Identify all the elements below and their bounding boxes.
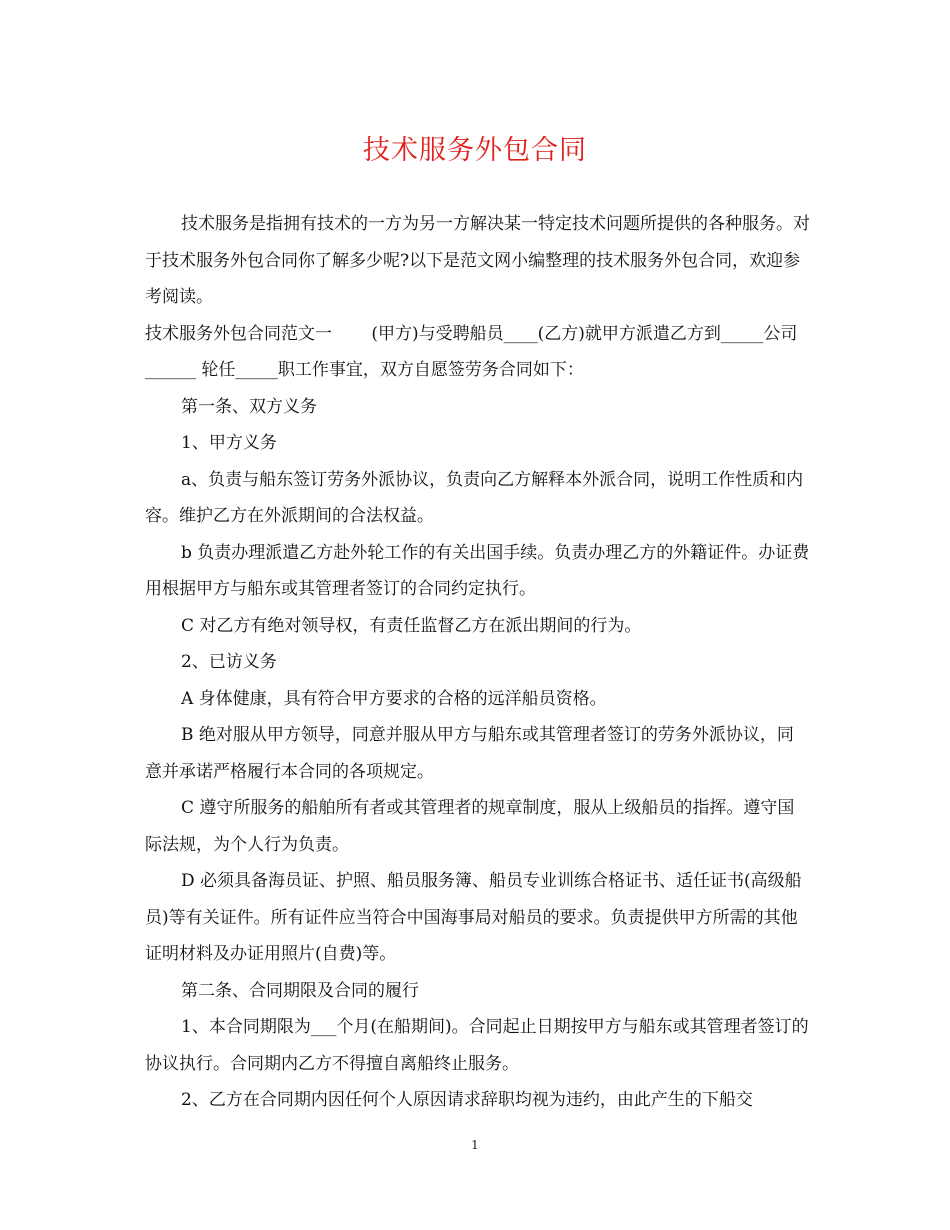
- article-heading: 第二条、合同期限及合同的履行: [181, 980, 419, 1001]
- section-heading: 1、甲方义务: [181, 433, 277, 453]
- intro-paragraph: 技术服务是指拥有技术的一方为另一方解决某一特定技术问题所提供的各种服务。对于技术服务外包合同你了解多少呢?以下是范文网小编整理的技术服务外包合同，欢迎参考阅读。: [145, 214, 810, 307]
- clause-paragraph: D 必须具备海员证、护照、船员服务簿、船员专业训练合格证书、适任证书(高级船员)等有关证件。所有证件应当符合中国海事局对船员的要求。负责提供甲方所需的其他证明材料及办证用照片(自费)等。: [145, 871, 802, 964]
- page-number: 1: [471, 1138, 479, 1152]
- section-heading: 2、已访义务: [181, 652, 277, 672]
- document-body: [145, 206, 810, 1119]
- clause-paragraph: b 负责办理派遣乙方赴外轮工作的有关出国手续。负责办理乙方的外籍证件。办证费用根据甲方与船东或其管理者签订的合同约定执行。: [145, 542, 810, 599]
- clause-paragraph: A 身体健康，具有符合甲方要求的合格的远洋船员资格。: [181, 688, 607, 709]
- clause-paragraph: C 对乙方有绝对领导权，有责任监督乙方在派出期间的行为。: [181, 615, 642, 636]
- document-title: 技术服务外包合同: [363, 135, 587, 166]
- article-heading: 第一条、双方义务: [181, 396, 317, 417]
- contract-preamble: 技术服务外包合同范文一 (甲方)与受聘船员____(乙方)就甲方派遣乙方到_____公司______ 轮任_____职工作事宜，双方自愿签劳务合同如下：: [145, 323, 798, 380]
- clause-paragraph: 1、本合同期限为___个月(在船期间)。合同起止日期按甲方与船东或其管理者签订的协议执行。合同期内乙方不得擅自离船终止服务。: [145, 1017, 809, 1074]
- clause-paragraph: 2、乙方在合同期内因任何个人原因请求辞职均视为违约，由此产生的下船交: [181, 1090, 753, 1110]
- clause-paragraph: a、负责与船东签订劳务外派协议，负责向乙方解释本外派合同，说明工作性质和内容。维护乙方在外派期间的合法权益。: [145, 469, 804, 526]
- clause-paragraph: B 绝对服从甲方领导，同意并服从甲方与船东或其管理者签订的劳务外派协议，同意并承诺严格履行本合同的各项规定。: [145, 725, 794, 782]
- clause-paragraph: C 遵守所服务的船舶所有者或其管理者的规章制度，服从上级船员的指挥。遵守国际法规，为个人行为负责。: [145, 798, 795, 855]
